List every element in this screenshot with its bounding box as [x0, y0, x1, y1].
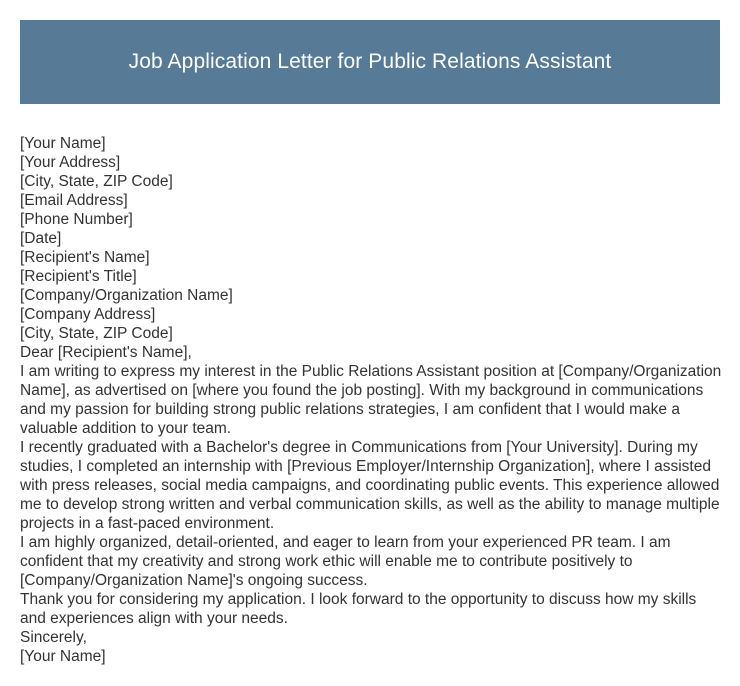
- letter-date: [Date]: [20, 230, 62, 247]
- recipient-name: [Recipient's Name]: [20, 249, 150, 266]
- recipient-company: [Company/Organization Name]: [20, 287, 233, 304]
- body-paragraph-3: I am highly organized, detail-oriented, and eager to learn from your experienced PR team. I am confident that my creativity and strong work ethic will enable me to contribute positively to [Company/Organization Name]'s ongoing success.: [20, 534, 671, 589]
- salutation: Dear [Recipient's Name],: [20, 344, 192, 361]
- sender-address: [Your Address]: [20, 154, 121, 171]
- closing: Sincerely,: [20, 629, 87, 646]
- sender-city-state-zip: [City, State, ZIP Code]: [20, 173, 173, 190]
- recipient-title: [Recipient's Title]: [20, 268, 137, 285]
- recipient-address: [Company Address]: [20, 306, 156, 323]
- signature-name: [Your Name]: [20, 648, 106, 665]
- sender-phone: [Phone Number]: [20, 211, 133, 228]
- recipient-city-state-zip: [City, State, ZIP Code]: [20, 325, 173, 342]
- body-paragraph-2: I recently graduated with a Bachelor's degree in Communications from [Your University]. During my studies, I completed an internship with [Previous Employer/Internship Organization], where I assisted with press releases, social media campaigns, and coordinating public events. This experience allowed me to develop strong written and verbal communication skills, as well as the ability to manage multiple projects in a fast-paced environment.: [20, 439, 720, 532]
- sender-name: [Your Name]: [20, 135, 106, 152]
- page-title: Job Application Letter for Public Relations Assistant: [128, 50, 612, 73]
- title-banner: [20, 20, 720, 104]
- sender-email: [Email Address]: [20, 192, 128, 209]
- body-paragraph-4: Thank you for considering my application. I look forward to the opportunity to discuss how my skills and experiences align with your needs.: [20, 591, 697, 627]
- letter-body: [20, 134, 722, 666]
- body-paragraph-1: I am writing to express my interest in the Public Relations Assistant position at [Company/Organization Name], as advertised on [where you found the job posting]. With my background in communications and my passion for building strong public relations strategies, I am confident that I would make a valuable addition to your team.: [20, 363, 722, 437]
